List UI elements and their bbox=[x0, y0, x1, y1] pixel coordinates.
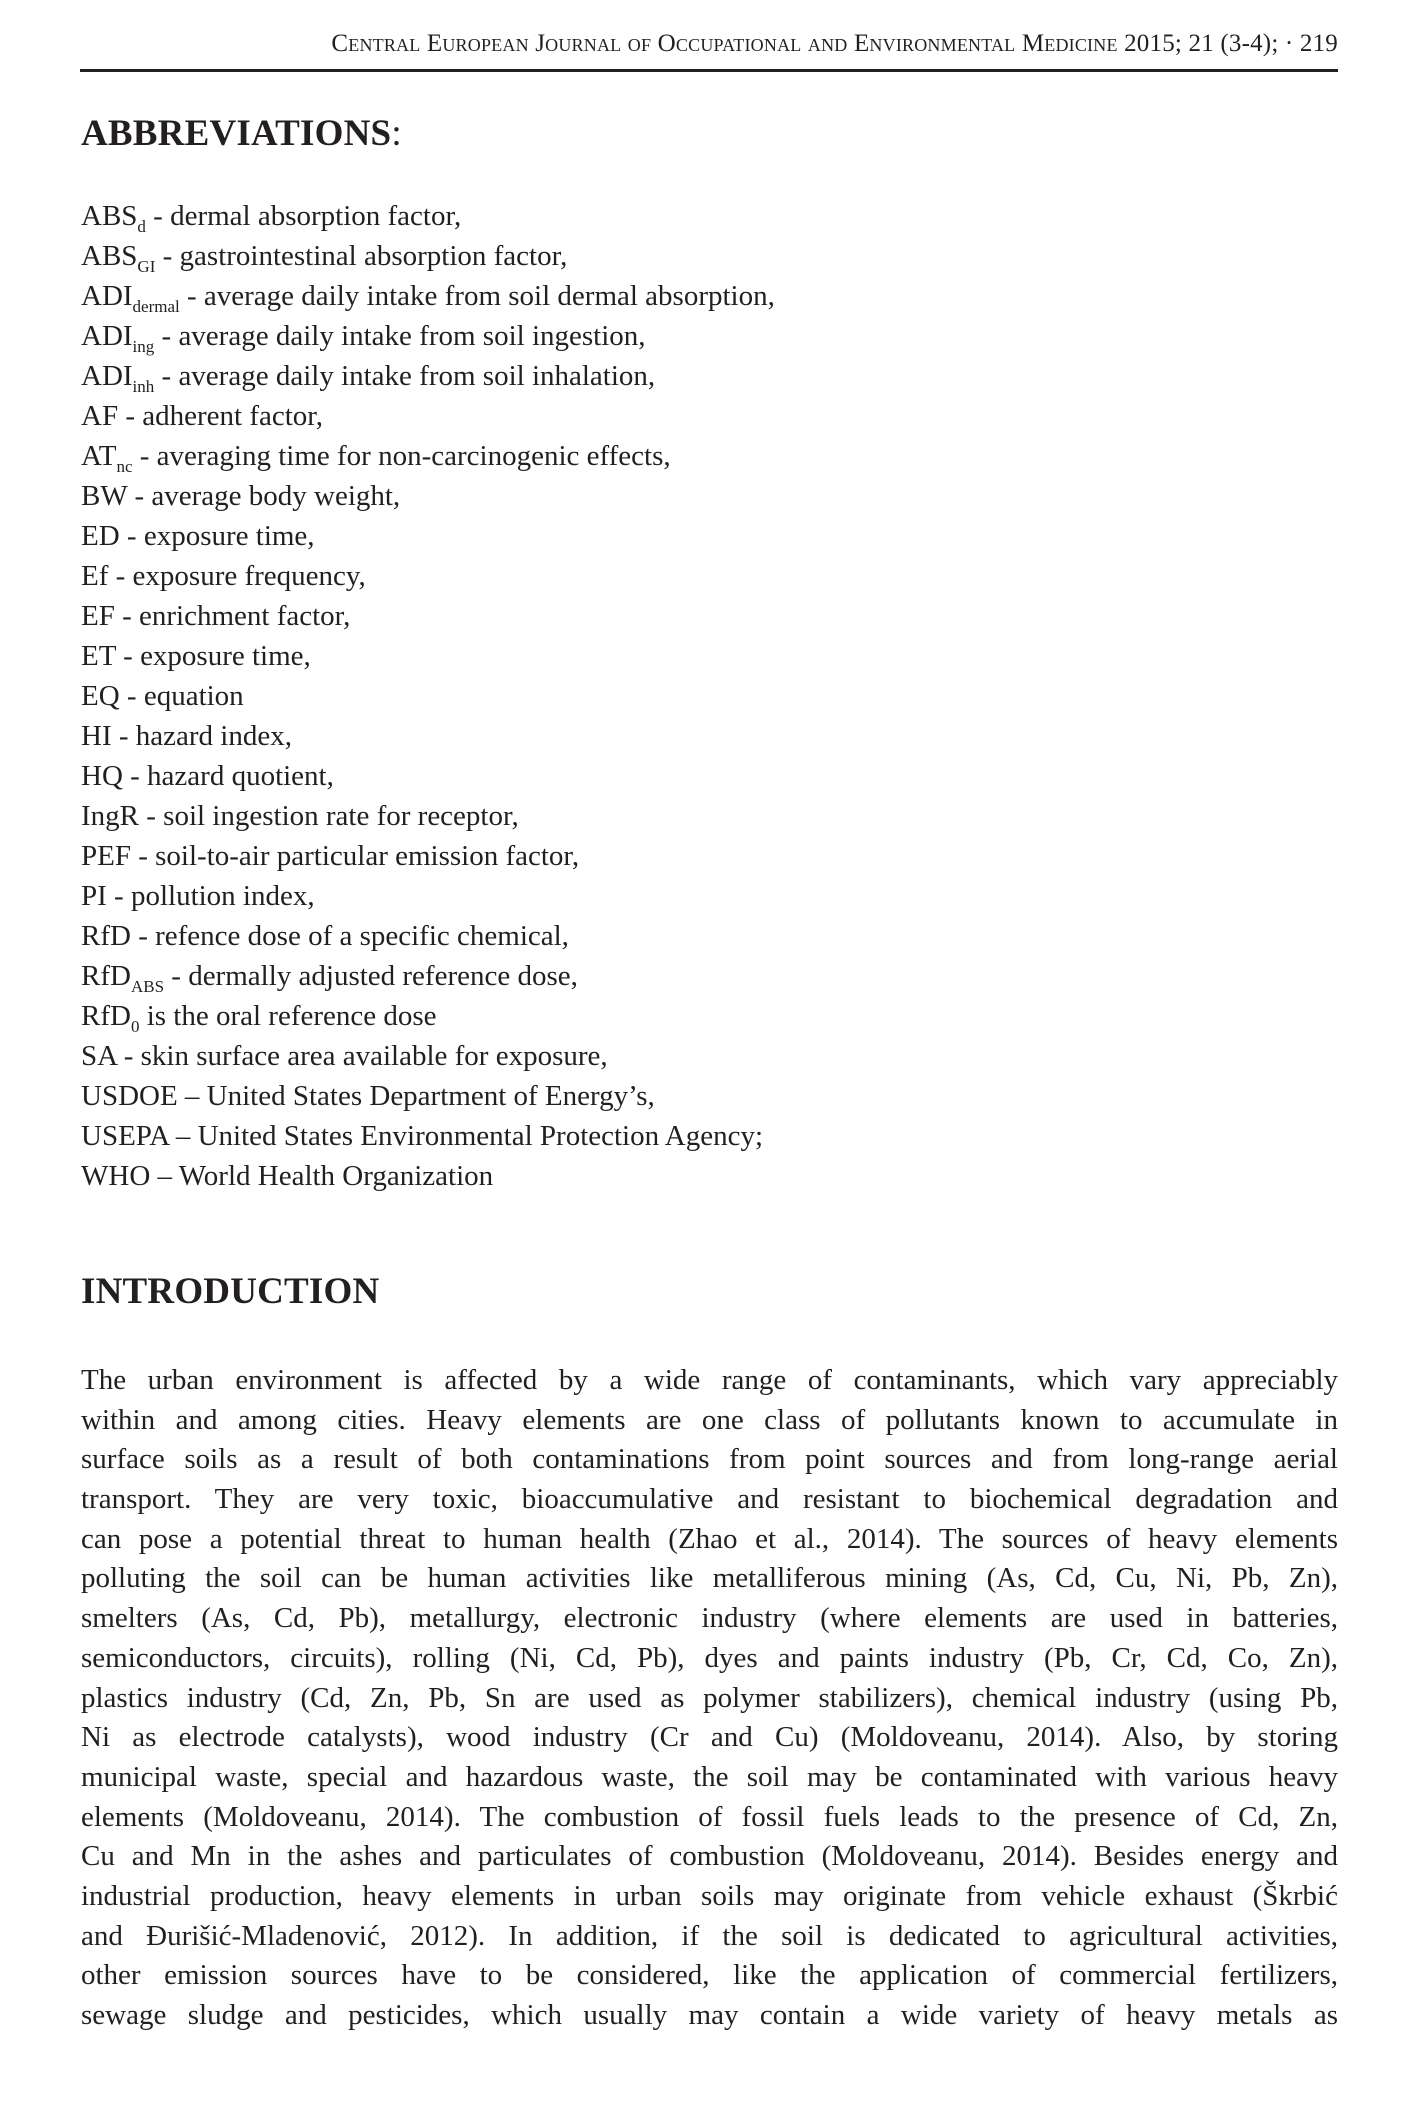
abbreviation-item bbox=[81, 316, 775, 356]
abbreviation-item bbox=[81, 1116, 775, 1156]
abbr-definition: - hazard quotient, bbox=[122, 760, 334, 792]
abbr-subscript: d bbox=[137, 217, 146, 236]
abbr-definition: - skin surface area available for exposure, bbox=[116, 1040, 608, 1072]
abbr-definition: - adherent factor, bbox=[118, 400, 324, 432]
abbr-term: USEPA bbox=[81, 1120, 169, 1152]
paragraph-line: industrial production, heavy elements in urban soils may originate from vehicle exhaust (Škrbić bbox=[81, 1879, 1338, 1912]
issue-info: 2015; 21 (3-4); · 219 bbox=[1124, 30, 1338, 57]
abbreviations-heading-colon: : bbox=[391, 113, 402, 154]
abbreviation-item bbox=[81, 756, 775, 796]
abbr-term: ADI bbox=[81, 320, 133, 352]
abbr-definition: - hazard index, bbox=[111, 720, 292, 752]
abbr-definition: is the oral reference dose bbox=[139, 1000, 437, 1032]
paragraph-line: within and among cities. Heavy elements are one class of pollutants known to accumulate in bbox=[81, 1403, 1338, 1436]
abbreviation-item bbox=[81, 516, 775, 556]
abbr-term: AT bbox=[81, 440, 117, 472]
abbr-term: WHO bbox=[81, 1160, 151, 1192]
abbreviation-item bbox=[81, 1076, 775, 1116]
abbreviation-item bbox=[81, 916, 775, 956]
abbr-term: USDOE bbox=[81, 1080, 178, 1112]
abbreviation-item bbox=[81, 676, 775, 716]
paragraph-line: elements (Moldoveanu, 2014). The combustion of fossil fuels leads to the presence of Cd, Zn, bbox=[81, 1800, 1338, 1833]
abbreviation-item bbox=[81, 636, 775, 676]
paragraph-line: plastics industry (Cd, Zn, Pb, Sn are used as polymer stabilizers), chemical industry (using Pb, bbox=[81, 1681, 1338, 1714]
abbreviation-item bbox=[81, 396, 775, 436]
abbr-term: RfD bbox=[81, 1000, 131, 1032]
abbr-definition: - pollution index, bbox=[106, 880, 315, 912]
abbr-term: ADI bbox=[81, 280, 133, 312]
abbreviations-heading bbox=[81, 112, 402, 155]
paragraph-line: Ni as electrode catalysts), wood industry (Cr and Cu) (Moldoveanu, 2014). Also, by storing bbox=[81, 1721, 1338, 1754]
paragraph-line: polluting the soil can be human activities like metalliferous mining (As, Cd, Cu, Ni, Pb, Zn), bbox=[81, 1562, 1338, 1595]
abbreviations-heading-text: ABBREVIATIONS bbox=[81, 113, 392, 154]
abbr-term: AF bbox=[81, 400, 119, 432]
abbr-term: EF bbox=[81, 600, 115, 632]
introduction-paragraph bbox=[81, 1361, 1338, 2036]
abbr-subscript: 0 bbox=[130, 1017, 140, 1036]
abbreviation-item bbox=[81, 1156, 775, 1196]
header-rule bbox=[80, 69, 1338, 72]
abbr-definition: - exposure time, bbox=[115, 640, 311, 672]
abbr-definition: - dermal absorption factor, bbox=[145, 200, 462, 232]
abbr-subscript: dermal bbox=[132, 297, 180, 316]
abbr-definition: - average daily intake from soil dermal absorption, bbox=[179, 280, 775, 312]
abbreviation-item bbox=[81, 436, 775, 476]
abbr-term: BW bbox=[81, 480, 128, 512]
abbreviation-item bbox=[81, 876, 775, 916]
paragraph-line: and Đurišić-Mladenović, 2012). In addition, if the soil is dedicated to agricultural activities, bbox=[81, 1919, 1338, 1952]
abbr-subscript: nc bbox=[116, 457, 133, 476]
abbr-definition: - dermally adjusted reference dose, bbox=[164, 960, 578, 992]
abbreviation-item bbox=[81, 596, 775, 636]
abbr-term: ED bbox=[81, 520, 120, 552]
abbreviation-item bbox=[81, 476, 775, 516]
abbreviation-item bbox=[81, 356, 775, 396]
abbreviation-item bbox=[81, 1036, 775, 1076]
abbr-term: ADI bbox=[81, 360, 133, 392]
abbr-term: PI bbox=[81, 880, 107, 912]
abbr-definition: – World Health Organization bbox=[150, 1160, 494, 1192]
abbr-definition: – United States Environmental Protection Agency; bbox=[168, 1120, 763, 1152]
abbreviations-list bbox=[81, 196, 775, 1196]
abbreviation-item bbox=[81, 956, 775, 996]
paragraph-line: semiconductors, circuits), rolling (Ni, Cd, Pb), dyes and paints industry (Pb, Cr, Cd, Co, Zn), bbox=[81, 1641, 1338, 1674]
abbr-definition: - average daily intake from soil inhalation, bbox=[154, 360, 656, 392]
paragraph-line: municipal waste, special and hazardous waste, the soil may be contaminated with various heavy bbox=[81, 1760, 1338, 1793]
paragraph-line: can pose a potential threat to human health (Zhao et al., 2014). The sources of heavy elements bbox=[81, 1522, 1338, 1555]
abbr-definition: - exposure time, bbox=[119, 520, 315, 552]
abbr-definition: - refence dose of a specific chemical, bbox=[130, 920, 569, 952]
abbreviation-item bbox=[81, 556, 775, 596]
abbr-definition: – United States Department of Energy’s, bbox=[177, 1080, 655, 1112]
abbreviation-item bbox=[81, 196, 775, 236]
abbr-term: IngR bbox=[81, 800, 139, 832]
abbr-definition: - soil-to-air particular emission factor, bbox=[130, 840, 580, 872]
abbreviation-item bbox=[81, 716, 775, 756]
abbr-definition: - exposure frequency, bbox=[108, 560, 366, 592]
paragraph-line: sewage sludge and pesticides, which usually may contain a wide variety of heavy metals as bbox=[81, 1999, 1338, 2031]
abbr-subscript: ABS bbox=[130, 977, 165, 996]
paragraph-line: transport. They are very toxic, bioaccumulative and resistant to biochemical degradation and bbox=[81, 1483, 1338, 1516]
abbr-definition: - gastrointestinal absorption factor, bbox=[155, 240, 568, 272]
journal-title: Central European Journal of Occupational and Environmental Medicine bbox=[331, 30, 1118, 57]
abbreviation-item bbox=[81, 996, 775, 1036]
abbreviation-item bbox=[81, 796, 775, 836]
abbr-definition: - equation bbox=[119, 680, 244, 712]
introduction-heading: INTRODUCTION bbox=[81, 1271, 380, 1312]
abbreviation-item bbox=[81, 276, 775, 316]
paragraph-line: surface soils as a result of both contaminations from point sources and from long-range aerial bbox=[81, 1443, 1338, 1476]
abbr-term: HI bbox=[81, 720, 112, 752]
abbr-term: ET bbox=[81, 640, 116, 672]
abbr-definition: - soil ingestion rate for receptor, bbox=[139, 800, 519, 832]
abbr-term: PEF bbox=[81, 840, 131, 872]
abbr-term: EQ bbox=[81, 680, 120, 712]
abbreviation-item bbox=[81, 836, 775, 876]
running-header bbox=[80, 30, 1338, 58]
abbr-definition: - average daily intake from soil ingestion, bbox=[154, 320, 646, 352]
paragraph-line: other emission sources have to be considered, like the application of commercial fertilizers, bbox=[81, 1959, 1338, 1992]
abbr-definition: - average body weight, bbox=[127, 480, 401, 512]
abbr-definition: - averaging time for non-carcinogenic effects, bbox=[132, 440, 671, 472]
abbr-term: Ef bbox=[81, 560, 109, 592]
paragraph-line: smelters (As, Cd, Pb), metallurgy, electronic industry (where elements are used in batteries, bbox=[81, 1602, 1338, 1635]
abbr-definition: - enrichment factor, bbox=[114, 600, 351, 632]
abbreviation-item bbox=[81, 236, 775, 276]
abbr-term: HQ bbox=[81, 760, 123, 792]
paragraph-line: Cu and Mn in the ashes and particulates of combustion (Moldoveanu, 2014). Besides energy and bbox=[81, 1840, 1338, 1873]
abbr-term: RfD bbox=[81, 920, 131, 952]
abbr-term: RfD bbox=[81, 960, 131, 992]
abbr-subscript: inh bbox=[132, 377, 155, 396]
abbr-term: ABS bbox=[81, 240, 138, 272]
paragraph-line: The urban environment is affected by a wide range of contaminants, which vary appreciably bbox=[81, 1364, 1338, 1396]
abbr-term: SA bbox=[81, 1040, 117, 1072]
abbr-term: ABS bbox=[81, 200, 138, 232]
abbr-subscript: ing bbox=[132, 337, 155, 356]
abbr-subscript: GI bbox=[137, 257, 156, 276]
